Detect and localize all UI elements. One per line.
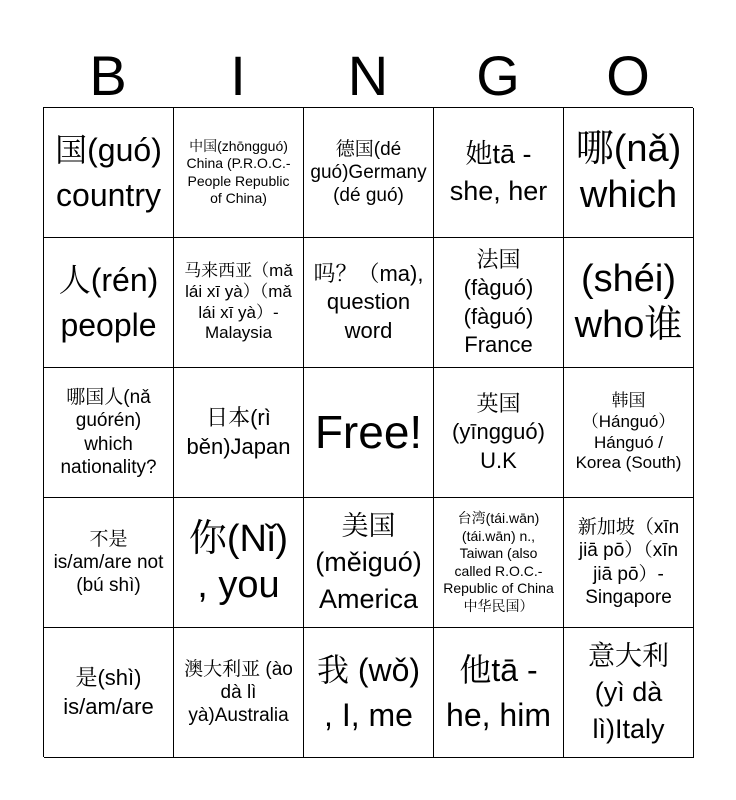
bingo-cell[interactable]: (shéi) who谁 (564, 238, 694, 368)
free-space[interactable]: Free! (304, 368, 434, 498)
bingo-cell[interactable]: 澳大利亚 (ào dà lì yà)Australia (174, 628, 304, 758)
bingo-cell[interactable]: 哪国人(nǎ guórén) which nationality? (44, 368, 174, 498)
bingo-cell[interactable]: 她tā - she, her (434, 108, 564, 238)
bingo-cell[interactable]: 我 (wǒ) , I, me (304, 628, 434, 758)
header-letter-b: B (89, 44, 127, 107)
bingo-cell[interactable]: 你(Nǐ) , you (174, 498, 304, 628)
bingo-cell[interactable]: 日本(rì běn)Japan (174, 368, 304, 498)
bingo-cell[interactable]: 韩国（Hánguó）Hánguó / Korea (South) (564, 368, 694, 498)
bingo-cell[interactable]: 新加坡（xīn jiā pō）（xīn jiā pō）- Singapore (564, 498, 694, 628)
bingo-cell[interactable]: 意大利 (yì dà lì)Italy (564, 628, 694, 758)
bingo-cell[interactable]: 台湾(tái.wān) (tái.wān) n., Taiwan (also called R.O.C.- Republic of China 中华民国） (434, 498, 564, 628)
bingo-grid (43, 107, 693, 757)
bingo-cell[interactable]: 法国 (fàguó) (fàguó) France (434, 238, 564, 368)
bingo-card (43, 44, 693, 744)
bingo-cell[interactable]: 哪(nǎ) which (564, 108, 694, 238)
bingo-cell[interactable]: 他tā - he, him (434, 628, 564, 758)
header-letter-o: O (606, 44, 650, 107)
header-letter-i: I (230, 44, 246, 107)
bingo-cell[interactable]: 德国(dé guó)Germany (dé guó) (304, 108, 434, 238)
bingo-cell[interactable]: 国(guó) country (44, 108, 174, 238)
bingo-cell[interactable]: 美国 (měiguó) America (304, 498, 434, 628)
header-letter-g: G (476, 44, 520, 107)
header-letter-n: N (347, 44, 389, 107)
bingo-cell[interactable]: 马来西亚（mǎ lái xī yà）（mǎ lái xī yà）- Malaysia (174, 238, 304, 368)
bingo-cell[interactable]: 英国 (yīngguó) U.K (434, 368, 564, 498)
bingo-header (43, 46, 693, 106)
bingo-cell[interactable]: 吗？（ma), question word (304, 238, 434, 368)
bingo-cell[interactable]: 中国(zhōngguó) China (P.R.O.C.- People Republic of China) (174, 108, 304, 238)
bingo-cell[interactable]: 人(rén) people (44, 238, 174, 368)
bingo-cell[interactable]: 是(shì) is/am/are (44, 628, 174, 758)
bingo-cell[interactable]: 不是 is/am/are not (bú shì) (44, 498, 174, 628)
